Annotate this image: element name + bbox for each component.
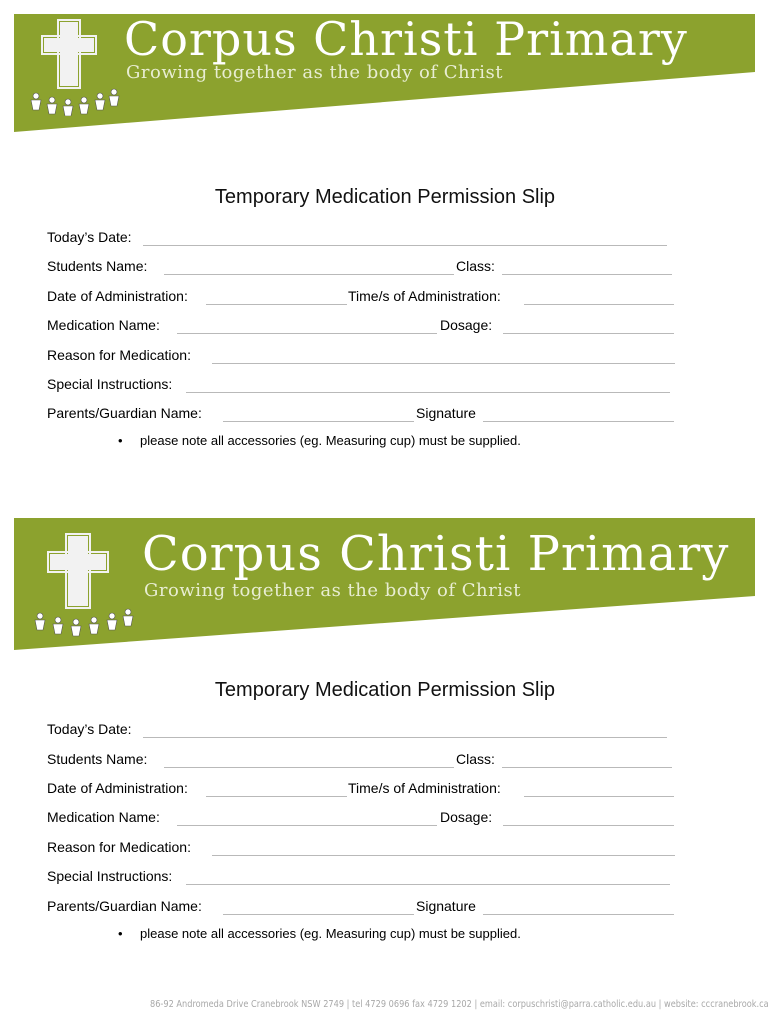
school-name: Corpus Christi Primary <box>124 12 688 66</box>
students-name-label: Students Name: <box>47 258 148 274</box>
todays-date-row <box>47 229 677 249</box>
special-instructions-field[interactable] <box>186 392 670 393</box>
guardian-name-label: Parents/Guardian Name: <box>47 405 202 421</box>
date-administration-field[interactable] <box>206 304 347 305</box>
todays-date-row <box>47 721 677 741</box>
dosage-label: Dosage: <box>440 809 493 825</box>
students-name-row <box>47 258 677 278</box>
times-administration-label: Time/s of Administration: <box>348 780 501 796</box>
class-label: Class: <box>456 258 495 274</box>
form-title: Temporary Medication Permission Slip <box>214 679 556 701</box>
footer-contact: 86-92 Andromeda Drive Cranebrook NSW 2749 | tel 4729 0696 fax 4729 1202 | email: corpuschristi@parra.catholic.edu.au | website: cccranebrook.ca <box>150 999 769 1010</box>
students-name-field[interactable] <box>164 767 454 768</box>
signature-field[interactable] <box>483 421 674 422</box>
reason-row <box>47 839 677 859</box>
reason-field[interactable] <box>212 855 675 856</box>
header-banner <box>0 12 770 152</box>
accessories-note-text: please note all accessories (eg. Measuring cup) must be supplied. <box>140 433 521 448</box>
bullet-icon: • <box>118 926 123 941</box>
reason-row <box>47 347 677 367</box>
accessories-note <box>118 433 521 448</box>
medication-name-field[interactable] <box>177 825 437 826</box>
guardian-name-field[interactable] <box>223 421 414 422</box>
header-banner <box>0 516 770 656</box>
bullet-icon: • <box>118 433 123 448</box>
todays-date-field[interactable] <box>143 245 667 246</box>
special-instructions-label: Special Instructions: <box>47 868 173 884</box>
class-field[interactable] <box>502 274 672 275</box>
guardian-row <box>47 898 677 918</box>
date-administration-row <box>47 780 677 800</box>
signature-label: Signature <box>416 405 476 421</box>
cross-icon <box>22 16 122 116</box>
todays-date-label: Today’s Date: <box>47 721 132 737</box>
times-administration-field[interactable] <box>524 304 674 305</box>
signature-field[interactable] <box>483 914 674 915</box>
reason-label: Reason for Medication: <box>47 347 191 363</box>
signature-label: Signature <box>416 898 476 914</box>
accessories-note-text: please note all accessories (eg. Measuring cup) must be supplied. <box>140 926 521 941</box>
school-name: Corpus Christi Primary <box>142 526 730 582</box>
guardian-row <box>47 405 677 425</box>
date-administration-row <box>47 288 677 308</box>
students-name-label: Students Name: <box>47 751 148 767</box>
reason-label: Reason for Medication: <box>47 839 191 855</box>
special-instructions-row <box>47 868 677 888</box>
dosage-label: Dosage: <box>440 317 493 333</box>
accessories-note <box>118 926 521 941</box>
students-name-field[interactable] <box>164 274 454 275</box>
school-logo <box>26 530 136 642</box>
medication-name-row <box>47 317 677 337</box>
dosage-field[interactable] <box>503 825 674 826</box>
medication-name-row <box>47 809 677 829</box>
class-field[interactable] <box>502 767 672 768</box>
school-tagline: Growing together as the body of Christ <box>144 580 521 601</box>
medication-name-label: Medication Name: <box>47 317 160 333</box>
school-logo <box>22 16 122 116</box>
dosage-field[interactable] <box>503 333 674 334</box>
date-administration-field[interactable] <box>206 796 347 797</box>
special-instructions-label: Special Instructions: <box>47 376 173 392</box>
times-administration-label: Time/s of Administration: <box>348 288 501 304</box>
children-figures-icon <box>31 89 119 116</box>
students-name-row <box>47 751 677 771</box>
medication-name-label: Medication Name: <box>47 809 160 825</box>
todays-date-label: Today’s Date: <box>47 229 132 245</box>
special-instructions-field[interactable] <box>186 884 670 885</box>
date-administration-label: Date of Administration: <box>47 288 188 304</box>
todays-date-field[interactable] <box>143 737 667 738</box>
date-administration-label: Date of Administration: <box>47 780 188 796</box>
times-administration-field[interactable] <box>524 796 674 797</box>
guardian-name-field[interactable] <box>223 914 414 915</box>
reason-field[interactable] <box>212 363 675 364</box>
school-tagline: Growing together as the body of Christ <box>126 62 503 83</box>
form-title: Temporary Medication Permission Slip <box>214 186 556 208</box>
medication-name-field[interactable] <box>177 333 437 334</box>
cross-icon <box>26 530 136 642</box>
special-instructions-row <box>47 376 677 396</box>
guardian-name-label: Parents/Guardian Name: <box>47 898 202 914</box>
children-figures-icon <box>35 609 133 636</box>
class-label: Class: <box>456 751 495 767</box>
